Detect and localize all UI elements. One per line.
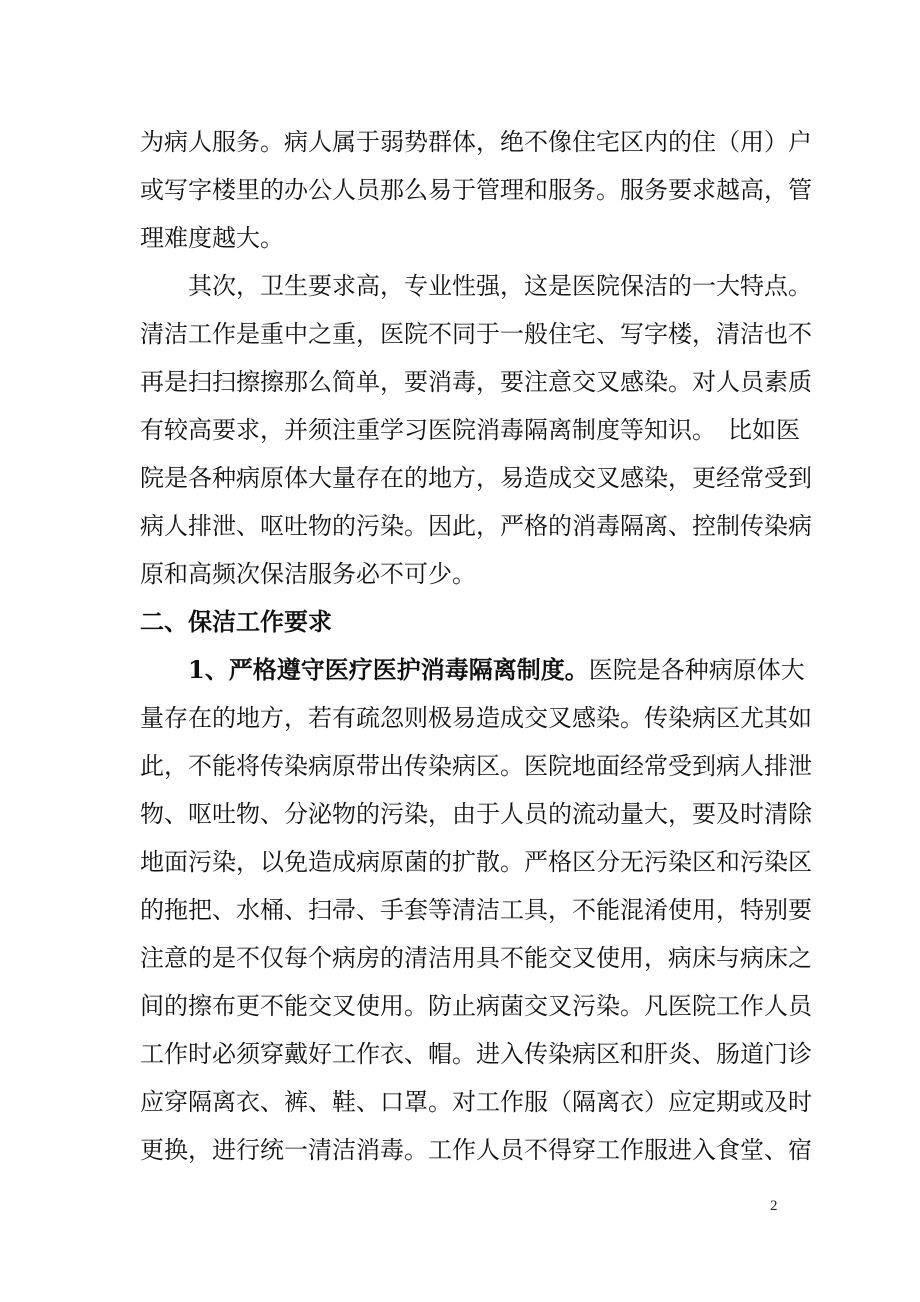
text-line: 更换，进行统一清洁消毒。工作人员不得穿工作服进入食堂、宿: [140, 1136, 812, 1164]
text-line: 院是各种病原体大量存在的地方，易造成交叉感染，更经常受到: [140, 464, 812, 492]
text-line: 注意的是不仅每个病房的清洁用具不能交叉使用，病床与病床之: [140, 944, 812, 972]
text-line: 间的擦布更不能交叉使用。防止病菌交叉污染。凡医院工作人员: [140, 992, 812, 1020]
page-number: 2: [770, 1198, 778, 1214]
text-line: 或写字楼里的办公人员那么易于管理和服务。服务要求越高，管: [140, 176, 812, 204]
text-line: 理难度越大。: [140, 224, 284, 252]
text-line: 原和高频次保洁服务必不可少。: [140, 560, 476, 588]
body-text: [140, 118, 812, 1174]
text-line: 的拖把、水桶、扫帚、手套等清洁工具，不能混淆使用，特别要: [140, 896, 812, 924]
text-line: 清洁工作是重中之重，医院不同于一般住宅、写字楼，清洁也不: [140, 320, 812, 348]
text-line: 病人排泄、呕吐物的污染。因此，严格的消毒隔离、控制传染病: [140, 512, 812, 540]
bold-lead-in: 1、严格遵守医疗医护消毒隔离制度。: [188, 655, 589, 684]
paragraph-first-line: 其次，卫生要求高，专业性强，这是医院保洁的一大特点。: [188, 272, 812, 300]
text-line: 量存在的地方，若有疏忽则极易造成交叉感染。传染病区尤其如: [140, 704, 812, 732]
text-line: 再是扫扫擦擦那么简单，要消毒，要注意交叉感染。对人员素质: [140, 368, 812, 396]
lead-in-continuation: 医院是各种病原体大: [588, 656, 805, 684]
text-line: 工作时必须穿戴好工作衣、帽。进入传染病区和肝炎、肠道门诊: [140, 1040, 812, 1068]
section-heading: 二、保洁工作要求: [140, 607, 332, 636]
text-line: 此，不能将传染病原带出传染病区。医院地面经常受到病人排泄: [140, 752, 812, 780]
text-line: 应穿隔离衣、裤、鞋、口罩。对工作服（隔离衣）应定期或及时: [140, 1088, 812, 1116]
text-line: 为病人服务。病人属于弱势群体，绝不像住宅区内的住（用）户: [140, 128, 812, 156]
text-line: 有较高要求，并须注重学习医院消毒隔离制度等知识。 比如医: [140, 416, 800, 444]
text-line: 物、呕吐物、分泌物的污染，由于人员的流动量大，要及时清除: [140, 800, 812, 828]
text-line: 地面污染，以免造成病原菌的扩散。严格区分无污染区和污染区: [140, 848, 812, 876]
paragraph-first-line: [140, 646, 805, 694]
